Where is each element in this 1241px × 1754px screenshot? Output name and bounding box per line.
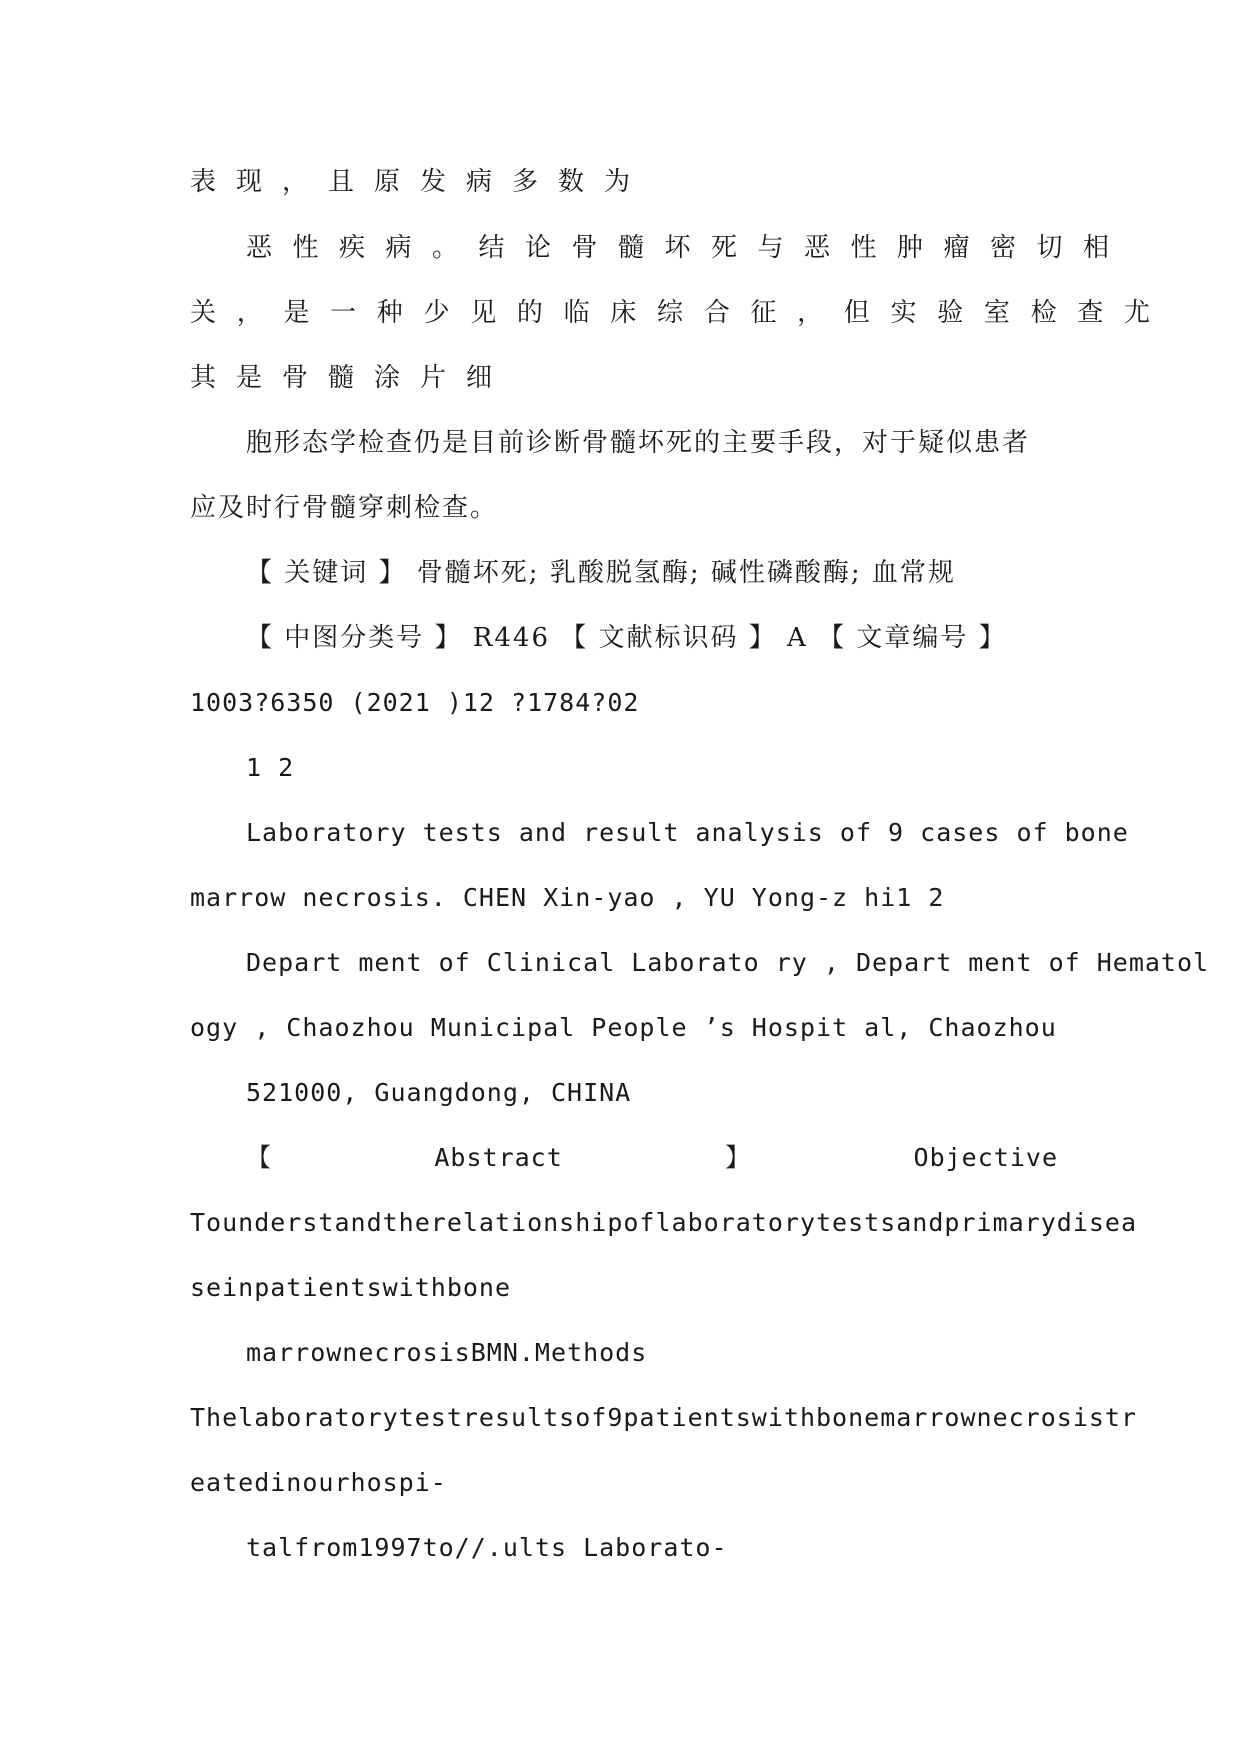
body-line-1 (190, 167, 650, 197)
body-line-3 (190, 298, 1171, 328)
abstract-open-bracket: 【 (246, 1143, 273, 1172)
classification-text: 【 中图分类号 】 R446 【 文献标识码 】 A 【 文章编号 】 (246, 623, 1007, 653)
department-line-2 (190, 1013, 1057, 1043)
objective-line-1-text: Tounderstandtherelationshipoflaboratorytestsandprimarydisea (190, 1208, 1138, 1237)
english-title-line-2-text: marrow necrosis. CHEN Xin-yao , YU Yong-z hi1 2 (190, 883, 945, 912)
classification-line (246, 623, 1007, 653)
body-line-1-text: 表现，且原发病多数为 (190, 167, 651, 197)
results-line-1-text: talfrom1997to//.ults Laborato- (246, 1533, 728, 1562)
address-text: 521000, Guangdong, CHINA (246, 1078, 632, 1107)
address-line (246, 1078, 631, 1108)
department-line-1 (246, 948, 1209, 978)
english-title-line-2 (190, 883, 944, 913)
methods-line-2 (190, 1403, 1137, 1433)
english-title-line-1-text: Laboratory tests and result analysis of 9 cases of bone (246, 818, 1129, 847)
methods-line-1-text: marrownecrosisBMN.Methods (246, 1338, 648, 1367)
body-line-5 (246, 428, 1030, 458)
abstract-label: Abstract (434, 1143, 563, 1172)
objective-line-1 (190, 1208, 1137, 1238)
keywords-text: 【 关键词 】 骨髓坏死; 乳酸脱氢酶; 碱性磷酸酶; 血常规 (246, 558, 956, 588)
english-title-line-1 (246, 818, 1129, 848)
body-line-2 (246, 233, 1130, 263)
article-number-line (190, 688, 639, 718)
objective-label: Objective (913, 1143, 1058, 1172)
abstract-close-bracket: 】 (725, 1143, 752, 1172)
methods-line-2-text: Thelaboratorytestresultsof9patientswithbonemarrownecrosistr (190, 1403, 1138, 1432)
objective-line-2-text: seinpatientswithbone (190, 1273, 512, 1302)
article-number-text: 1003?6350 (2021 )12 ?1784?02 (190, 688, 640, 717)
body-line-4-text: 其是骨髓涂片细 (190, 363, 513, 393)
affiliation-marks-line (246, 753, 294, 783)
methods-line-1 (246, 1338, 647, 1368)
results-line-1 (246, 1533, 728, 1563)
body-line-6-text: 应及时行骨髓穿刺检查。 (190, 493, 499, 523)
department-line-2-text: ogy , Chaozhou Municipal People ’s Hospit al, Chaozhou (190, 1013, 1057, 1042)
body-line-3-text: 关，是一种少见的临床综合征，但实验室检查尤 (190, 298, 1171, 328)
body-line-6 (190, 493, 498, 523)
methods-line-3-text: eatedinourhospi- (190, 1468, 447, 1497)
methods-line-3 (190, 1468, 447, 1498)
body-line-4 (190, 363, 512, 393)
affiliation-marks-text: 1 2 (246, 753, 295, 782)
body-line-2-text: 恶性疾病。结论骨髓坏死与恶性肿瘤密切相 (246, 233, 1130, 263)
keywords-line (246, 558, 956, 588)
department-line-1-text: Depart ment of Clinical Laborato ry , Depart ment of Hematol (246, 948, 1210, 977)
body-line-5-text: 胞形态学检查仍是目前诊断骨髓坏死的主要手段，对于疑似患者 (246, 428, 1031, 458)
objective-line-2 (190, 1273, 511, 1303)
abstract-heading-line (246, 1143, 1058, 1173)
